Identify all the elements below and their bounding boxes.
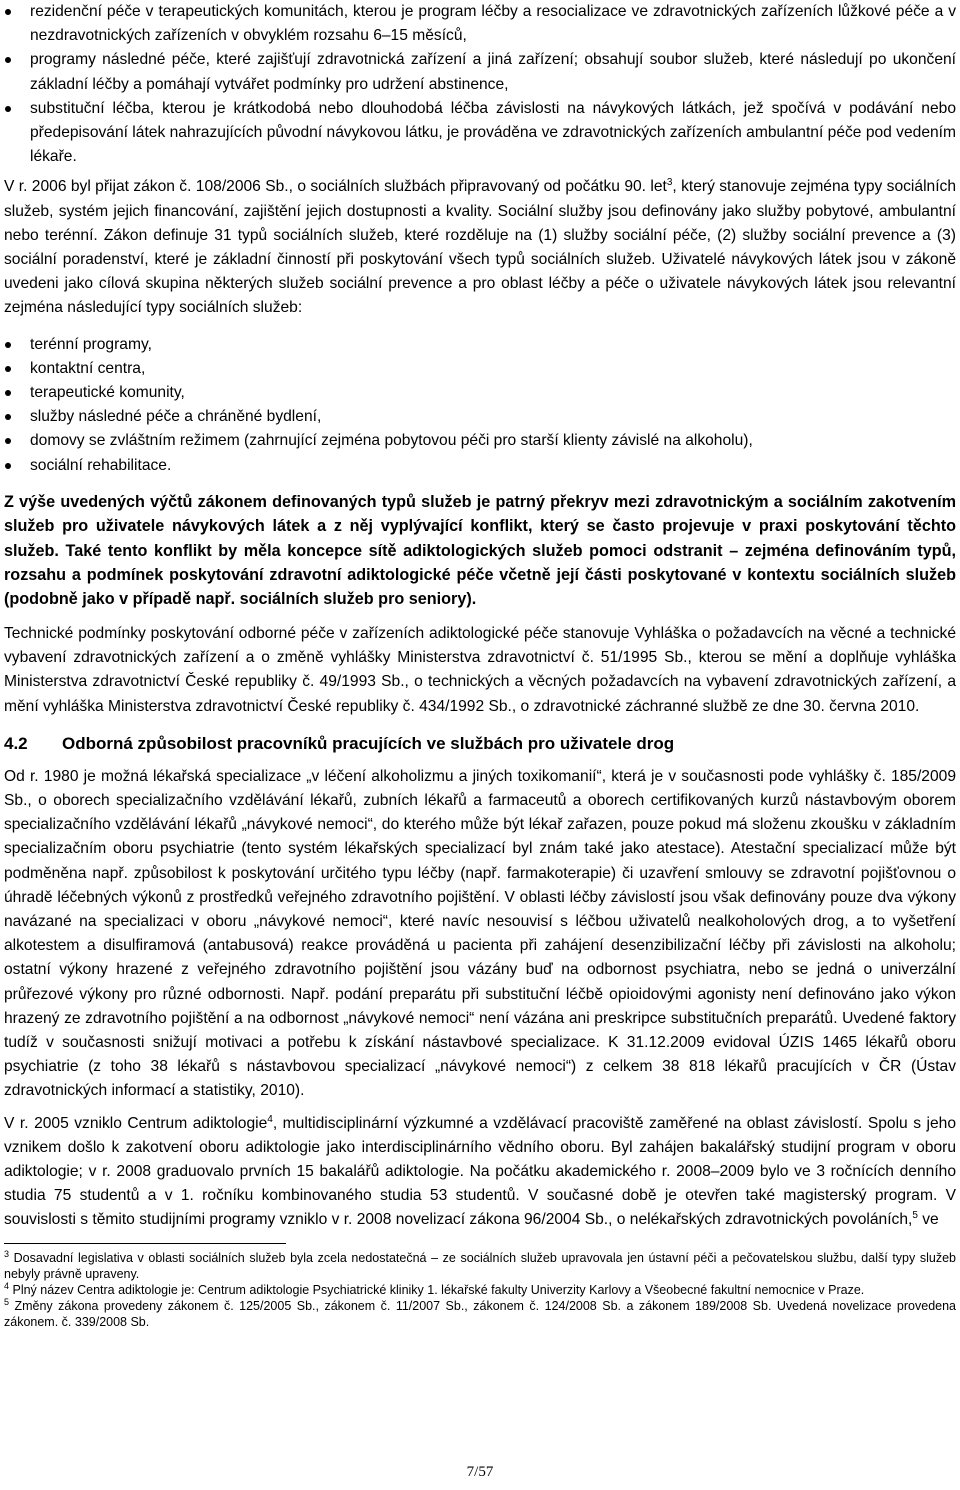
page-number: 7/57 — [466, 1464, 494, 1480]
list-item: domovy se zvláštním režimem (zahrnující zejména pobytovou péči pro starší klienty závislé na alkoholu), — [4, 429, 956, 453]
section-number: 4.2 — [4, 733, 28, 753]
bullet-list-treatment — [4, 0, 956, 169]
footnotes — [4, 1250, 956, 1331]
bullet-list-services — [4, 333, 956, 478]
footnote-divider — [4, 1243, 286, 1244]
footnote-ref[interactable]: 4 — [267, 1113, 273, 1125]
section-title: Odborná způsobilost pracovníků pracujících ve službách pro uživatele drog — [62, 733, 675, 753]
list-item: sociální rehabilitace. — [4, 454, 956, 478]
footnote: $^5$ Změny zákona provedeny zákonem č. 125/2005 Sb., zákonem č. 11/2007 Sb., zákonem č. 124/2008 Sb. a zákonem 189/2008 Sb. Uvedená novelizace provedena zákonem. č. 339/2008 Sb. — [4, 1297, 956, 1330]
footnote: $^4$ Plný název Centra adiktologie je: Centrum adiktologie Psychiatrické kliniky 1. lékařské fakulty Univerzity Karlovy a Všeobecné fakultní nemocnice v Praze. — [4, 1280, 865, 1297]
list-item: terapeutické komunity, — [4, 381, 956, 405]
paragraph-specialization: Od r. 1980 je možná lékařská specializace „v léčení alkoholizmu a jiných toxikomanií“, která je v současnosti pode vyhlášky č. 185/2009 Sb., o oborech specializačního vzdělávání lékařů, zubních lékařů a farmaceutů a oborech certifikovaných kurzů nástavbovým oborem specializačního vzdělávání lékařů „návykové nemoci“, do kterého může být lékař zařazen, pouze pokud má složenu zkoušku v základním specializačním oboru psychiatrie (tento systém lékařských specializací byl znám také jako atestace). Atestační specializací může být podměněna např. způsobilost k poskytování určitého typu léčby (např. farmakoterapie) či uzavření smlouvy se zdravotní pojišťovnou o úhradě léčebných výkonů z prostředků veřejného zdravotního pojištění. V oblasti léčby závislostí jsou však definovány pouze dva výkony navázané na specializaci v oboru „návykové nemoci“, které navíc nesouvisí s léčbou uživatelů nealkoholových drog, a to vyšetření alkotestem a disulfiramová (antabusová) reakce prováděná u pacienta při zahájení desenzibilizační léčby při závislosti na alkoholu; ostatní výkony hrazené z veřejného zdravotního pojištění jsou vázány buď na odbornost psychiatra, nebo se jedná o univerzální průřezové výkony pro různé odbornosti. Např. podání preparátu při substituční léčbě opioidovými agonisty není definováno jako výkon hrazený ze zdravotního pojištění a na odbornost „návykové nemoci“ není vázána ani preskripce substitučních preparátů. Uvedené faktory tudíž v současnosti snižují motivaci a potřebu k získání nástavbové specializace. K 31.12.2009 evidoval ÚZIS 1465 lékařů oboru psychiatrie (z toho 38 lékařů s nástavbovou specializací „návykové nemoci“) z celkem 38 818 lékařů pracujících v ČR (Ústav zdravotnických informací a statistiky, 2010). — [4, 767, 956, 1100]
list-item: programy následné péče, které zajišťují zdravotnická zařízení a jiná zařízení; obsahují soubor služeb, které následují po ukončení základní léčby a pomáhají vytvářet podmínky pro udržení abstinence, — [4, 48, 956, 96]
list-item: rezidenční péče v terapeutických komunitách, kterou je program léčby a resocializace ve zdravotnických zařízeních lůžkové péče a v nezdravotnických zařízeních v obvyklém rozsahu 6–15 měsíců, — [4, 0, 956, 48]
paragraph-social-services-act: V r. 2006 byl přijat zákon č. 108/2006 Sb., o sociálních službách připravovaný od počátku 90. let$^3$, který stanovuje zejména typy sociálních služeb, systém jejich financování, zajištění jejich dostupnosti a kvality. Sociální služby jsou definovány jako služby pobytové, ambulantní nebo terénní. Zákon definuje 31 typů sociálních služeb, které rozděluje na (1) služby sociální péče, (2) služby sociální prevence a (3) sociální poradenství, které je základní činností při poskytování všech typů sociálních služeb. Uživatelé návykových látek jsou v zákoně uvedeni jako cílová skupina některých služeb sociální prevence a pro oblast léčby a péče o uživatele návykových látek jsou relevantní zejména následující typy sociálních služeb: — [4, 177, 957, 317]
footnote: $^3$ Dosavadní legislativa v oblasti sociálních služeb byla zcela nedostatečná – ze sociálních služeb upravovala jen ústavní péči a pečovatelskou službu, další typy služeb nebyly právně upraveny. — [4, 1248, 956, 1281]
footnote-ref[interactable]: 3 — [666, 177, 673, 189]
paragraph-conflict-bold: Z výše uvedených výčtů zákonem definovaných typů služeb je patrný překryv mezi zdravotnickým a sociálním zakotvením služeb pro uživatele návykových látek a z něj vyplývající konflikt, který se často projevuje v praxi poskytování těchto služeb. Také tento konflikt by měla koncepce sítě adiktologických služeb pomoci odstranit – zejména definováním typů, rozsahu a podmínek poskytování zdravotní adiktologické péče včetně její části poskytované v kontextu sociálních služeb (podobně jako v případě např. sociálních služeb pro seniory). — [4, 492, 956, 609]
list-item: služby následné péče a chráněné bydlení, — [4, 405, 956, 429]
paragraph-technical-conditions: Technické podmínky poskytování odborné péče v zařízeních adiktologické péče stanovuje Vyhláška o požadavcích na věcné a technické vybavení zdravotnických zařízení a o změně vyhlášky Ministerstva zdravotnictví č. 51/1995 Sb., kterou se mění a doplňuje vyhláška Ministerstva zdravotnictví České republiky č. 49/1993 Sb., o technických a věcných požadavcích na vybavení zdravotnických zařízení, a mění vyhláška Ministerstva zdravotnictví České republiky č. 434/1992 Sb., o zdravotnické záchranné službě ze dne 30. června 2010. — [4, 624, 956, 715]
list-item: substituční léčba, kterou je krátkodobá nebo dlouhodobá léčba závislosti na návykových látkách, jež spočívá v podávání nebo předepisování látek nahrazujících původní návykovou látku, je prováděna ve zdravotnických zařízeních ambulantní péče pod vedením lékaře. — [4, 97, 956, 170]
list-item: kontaktní centra, — [4, 357, 956, 381]
footnote-ref[interactable]: 5 — [912, 1210, 918, 1222]
list-item: terénní programy, — [4, 333, 956, 357]
paragraph-centre-of-addictology: V r. 2005 vzniklo Centrum adiktologie$^4$, multidisciplinární výzkumné a vzdělávací pracoviště zaměřené na oblast závislostí. Spolu s jeho vznikem došlo k zakotvení oboru adiktologie jako interdisciplinárního vědního oboru. Byl zahájen bakalářský studijní program v oboru adiktologie; v r. 2008 graduovalo prvních 15 bakalářů adiktologie. Na počátku akademického r. 2008–2009 bylo ve 3 ročnících denního studia 75 studentů a v 1. ročníku kombinovaného studia 53 studentů. V současné době je otevřen také magisterský program. V souvislosti s těmito studijními programy vzniklo v r. 2008 novelizací zákona 96/2004 Sb., o nelékařských zdravotnických povoláních,$^5$ ve — [4, 1113, 956, 1229]
section-heading — [4, 731, 956, 757]
